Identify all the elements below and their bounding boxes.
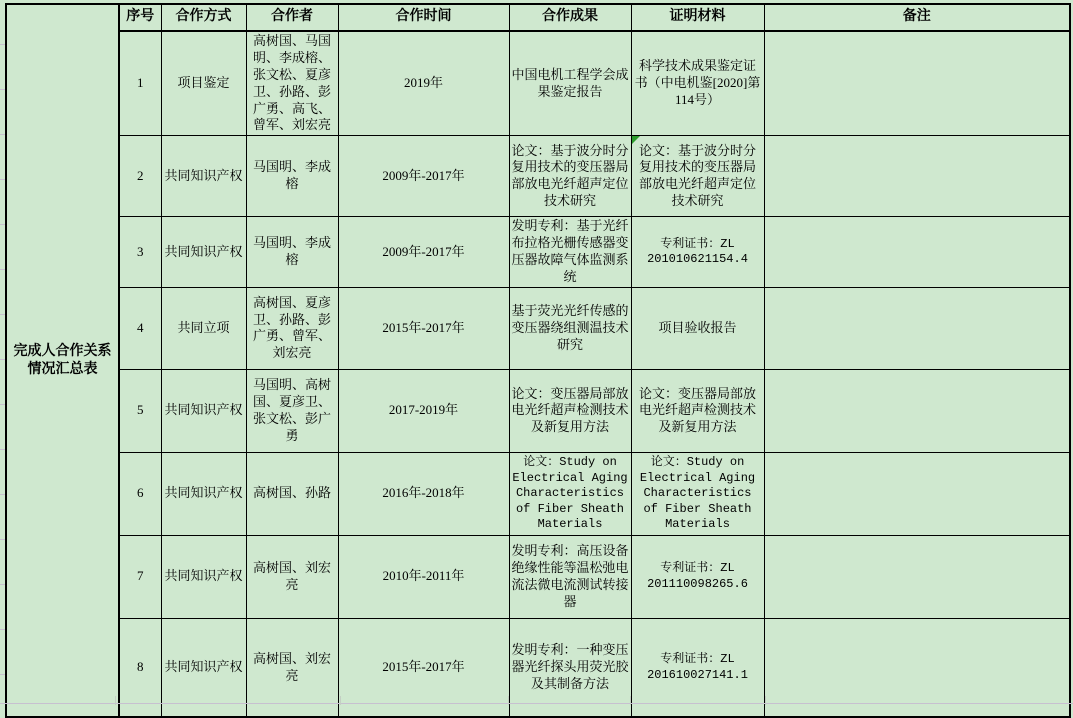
cell-collaborators[interactable]: 高树国、孙路 — [246, 452, 338, 535]
cell-proof[interactable]: 专利证书：ZL 201110098265.6 — [631, 535, 764, 618]
cell-result[interactable]: 论文：Study on Electrical Aging Characteristics of Fiber Sheath Materials — [509, 452, 631, 535]
cell-no[interactable]: 4 — [119, 287, 161, 369]
cell-no[interactable]: 5 — [119, 369, 161, 452]
header-collaborators[interactable]: 合作者 — [246, 4, 338, 31]
cell-proof[interactable]: 科学技术成果鉴定证书（中电机鉴[2020]第114号） — [631, 31, 764, 136]
header-result[interactable]: 合作成果 — [509, 4, 631, 31]
cell-proof-text: 论文：基于波分时分复用技术的变压器局部放电光纤超声定位技术研究 — [638, 142, 756, 209]
cell-no[interactable]: 6 — [119, 452, 161, 535]
cell-method[interactable]: 项目鉴定 — [161, 31, 246, 136]
cell-method[interactable]: 共同立项 — [161, 287, 246, 369]
table-row — [6, 452, 1070, 535]
cell-note[interactable] — [764, 535, 1070, 618]
cell-method[interactable]: 共同知识产权 — [161, 535, 246, 618]
table-row — [6, 287, 1070, 369]
error-indicator-icon[interactable] — [632, 136, 640, 144]
cell-method[interactable]: 共同知识产权 — [161, 369, 246, 452]
cell-no[interactable]: 1 — [119, 31, 161, 136]
cell-proof[interactable]: 项目验收报告 — [631, 287, 764, 369]
cell-proof[interactable]: 专利证书：ZL 201010621154.4 — [631, 217, 764, 288]
cell-time[interactable]: 2015年-2017年 — [338, 618, 509, 717]
table-row — [6, 31, 1070, 136]
cell-method[interactable]: 共同知识产权 — [161, 136, 246, 217]
table-row — [6, 535, 1070, 618]
cell-time[interactable]: 2009年-2017年 — [338, 136, 509, 217]
cell-time[interactable]: 2016年-2018年 — [338, 452, 509, 535]
cell-time[interactable]: 2010年-2011年 — [338, 535, 509, 618]
cell-collaborators[interactable]: 马国明、高树国、夏彦卫、张文松、彭广勇 — [246, 369, 338, 452]
header-no[interactable]: 序号 — [119, 4, 161, 31]
cell-collaborators[interactable]: 高树国、马国明、李成榕、张文松、夏彦卫、孙路、彭广勇、高飞、曾军、刘宏亮 — [246, 31, 338, 136]
cell-no[interactable]: 2 — [119, 136, 161, 217]
cell-result[interactable]: 论文：基于波分时分复用技术的变压器局部放电光纤超声定位技术研究 — [509, 136, 631, 217]
cell-result[interactable]: 基于荧光光纤传感的变压器绕组测温技术研究 — [509, 287, 631, 369]
cell-result[interactable]: 论文：变压器局部放电光纤超声检测技术及新复用方法 — [509, 369, 631, 452]
header-time[interactable]: 合作时间 — [338, 4, 509, 31]
cell-note[interactable] — [764, 217, 1070, 288]
cell-method[interactable]: 共同知识产权 — [161, 217, 246, 288]
cell-result[interactable]: 发明专利：基于光纤布拉格光栅传感器变压器故障气体监测系统 — [509, 217, 631, 288]
cell-method[interactable]: 共同知识产权 — [161, 618, 246, 717]
header-method[interactable]: 合作方式 — [161, 4, 246, 31]
table-row — [6, 217, 1070, 288]
header-proof[interactable]: 证明材料 — [631, 4, 764, 31]
cell-note[interactable] — [764, 369, 1070, 452]
cell-note[interactable] — [764, 136, 1070, 217]
header-note[interactable]: 备注 — [764, 4, 1070, 31]
cell-result[interactable]: 发明专利：高压设备绝缘性能等温松弛电流法微电流测试转接器 — [509, 535, 631, 618]
cell-note[interactable] — [764, 31, 1070, 136]
cell-method[interactable]: 共同知识产权 — [161, 452, 246, 535]
cell-collaborators[interactable]: 高树国、刘宏亮 — [246, 618, 338, 717]
cell-note[interactable] — [764, 287, 1070, 369]
table-row — [6, 136, 1070, 217]
table-row — [6, 369, 1070, 452]
cell-collaborators[interactable]: 高树国、刘宏亮 — [246, 535, 338, 618]
cell-proof[interactable] — [631, 136, 764, 217]
cell-proof[interactable]: 论文：Study on Electrical Aging Characteristics of Fiber Sheath Materials — [631, 452, 764, 535]
cooperation-summary-table — [5, 3, 1071, 718]
cell-result[interactable]: 中国电机工程学会成果鉴定报告 — [509, 31, 631, 136]
table-title-cell[interactable]: 完成人合作关系情况汇总表 — [6, 4, 119, 717]
cell-time[interactable]: 2009年-2017年 — [338, 217, 509, 288]
sheet-bottom-margin — [0, 696, 1073, 705]
cell-no[interactable]: 3 — [119, 217, 161, 288]
cell-collaborators[interactable]: 高树国、夏彦卫、孙路、彭广勇、曾军、刘宏亮 — [246, 287, 338, 369]
cell-time[interactable]: 2015年-2017年 — [338, 287, 509, 369]
cell-proof[interactable]: 专利证书：ZL 201610027141.1 — [631, 618, 764, 717]
cell-time[interactable]: 2017-2019年 — [338, 369, 509, 452]
cell-collaborators[interactable]: 马国明、李成榕 — [246, 217, 338, 288]
cell-no[interactable]: 8 — [119, 618, 161, 717]
cell-time[interactable]: 2019年 — [338, 31, 509, 136]
cell-proof[interactable]: 论文：变压器局部放电光纤超声检测技术及新复用方法 — [631, 369, 764, 452]
cell-note[interactable] — [764, 452, 1070, 535]
cell-collaborators[interactable]: 马国明、李成榕 — [246, 136, 338, 217]
cell-no[interactable]: 7 — [119, 535, 161, 618]
cell-result[interactable]: 发明专利：一种变压器光纤探头用荧光胶及其制备方法 — [509, 618, 631, 717]
